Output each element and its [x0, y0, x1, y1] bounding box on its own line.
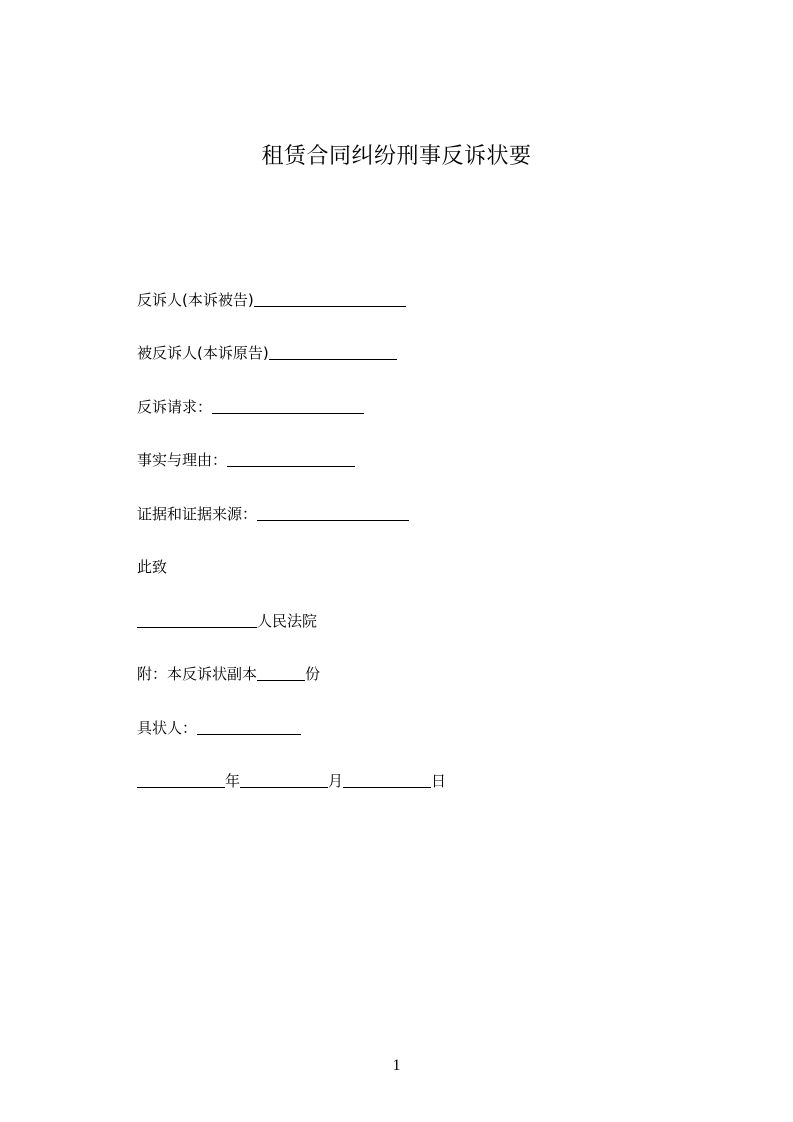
page-title: 租赁合同纠纷刑事反诉状要 — [261, 144, 532, 169]
date-month-text: 月 — [328, 772, 344, 790]
counter-plaintiff-label: 反诉人(本诉被告) — [137, 291, 254, 309]
date-year-blank[interactable] — [137, 771, 225, 788]
facts-reasons-label: 事实与理由： — [137, 451, 228, 469]
date-day-blank[interactable] — [343, 771, 431, 788]
attachment-line — [137, 663, 320, 685]
evidence-sources-blank[interactable] — [257, 504, 409, 521]
attachment-unit-text: 份 — [305, 665, 321, 683]
counter-claims-label: 反诉请求： — [137, 398, 213, 416]
court-line — [137, 610, 317, 632]
filer-blank[interactable] — [197, 718, 301, 735]
facts-reasons-blank[interactable] — [227, 450, 355, 467]
filer-label: 具状人： — [137, 719, 198, 737]
counter-claims-line — [137, 396, 364, 418]
court-suffix-text: 人民法院 — [257, 612, 318, 630]
evidence-sources-label: 证据和证据来源： — [137, 505, 258, 523]
salutation-line — [137, 556, 167, 578]
date-line — [137, 770, 446, 792]
attachment-prefix-text: 附：本反诉状副本 — [137, 665, 258, 683]
counter-claims-blank[interactable] — [212, 397, 364, 414]
counter-defendant-blank[interactable] — [269, 343, 397, 360]
counter-plaintiff-blank[interactable] — [254, 290, 406, 307]
court-name-blank[interactable] — [137, 611, 257, 628]
evidence-sources-line — [137, 503, 409, 525]
date-year-text: 年 — [225, 772, 241, 790]
page-number: 1 — [392, 1057, 401, 1074]
attachment-count-blank[interactable] — [257, 664, 305, 681]
date-month-blank[interactable] — [240, 771, 328, 788]
counter-plaintiff-line — [137, 289, 406, 311]
salutation-text: 此致 — [137, 558, 168, 576]
counter-defendant-label: 被反诉人(本诉原告) — [137, 344, 269, 362]
date-day-text: 日 — [431, 772, 447, 790]
filer-line — [137, 717, 301, 739]
facts-reasons-line — [137, 449, 355, 471]
counter-defendant-line — [137, 342, 397, 364]
